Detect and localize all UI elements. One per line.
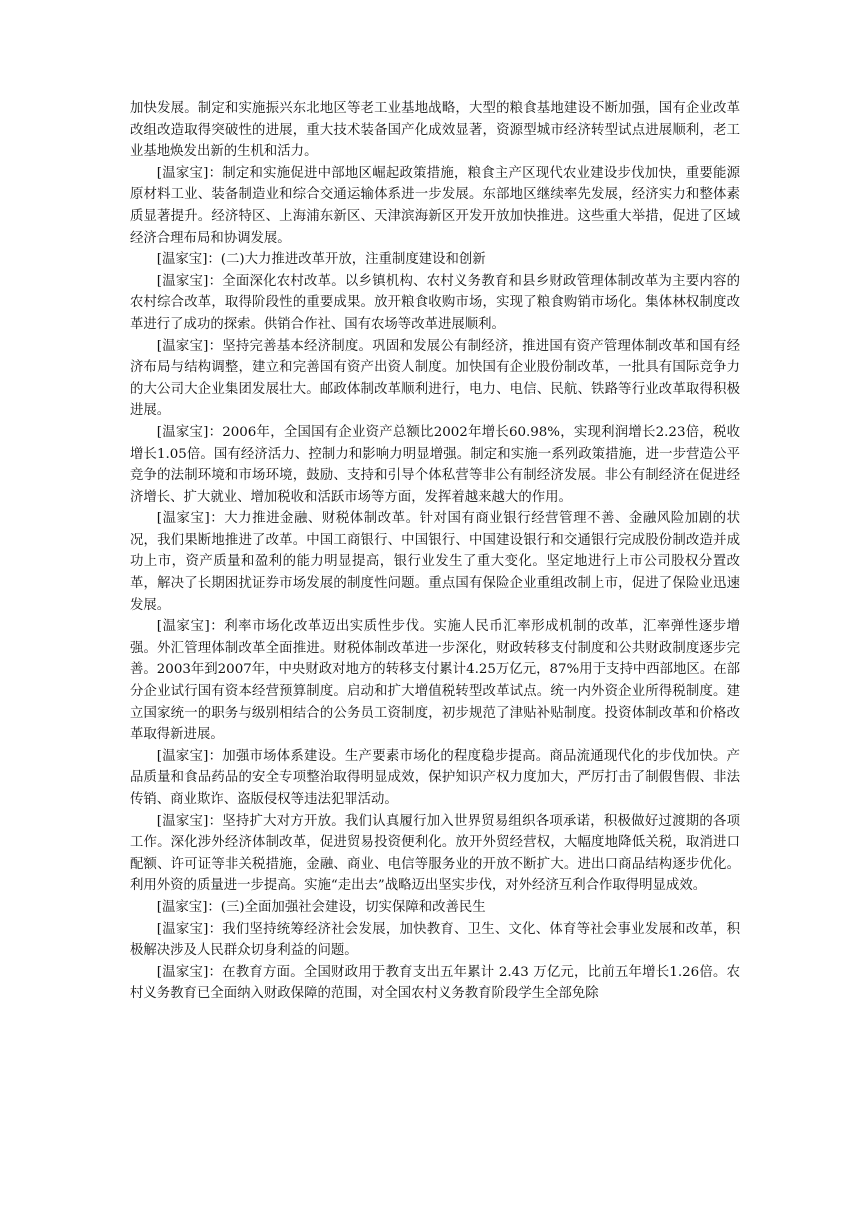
paragraph-10: [温家宝]：坚持扩大对方开放。我们认真履行加入世界贸易组织各项承诺，积极做好过渡期的各项工作。深化涉外经济体制改革，促进贸易投资便利化。放开外贸经营权，大幅度地降低关税，取消进口配额、许可证等非关税措施，金融、商业、电信等服务业的开放不断扩大。进出口商品结构逐步优化。利用外资的质量进一步提高。实施“走出去”战略迈出坚实步伐，对外经济互利合作取得明显成效。 (130, 813, 740, 894)
paragraph-13: [温家宝]：在教育方面。全国财政用于教育支出五年累计 2.43 万亿元，比前五年增长1.26倍。农村义务教育已全面纳入财政保障的范围，对全国农村义务教育阶段学生全部免除 (130, 964, 740, 1002)
paragraph-5: [温家宝]：坚持完善基本经济制度。巩固和发展公有制经济，推进国有资产管理体制改革和国有经济布局与结构调整，建立和完善国有资产出资人制度。加快国有企业股份制改革，一批具有国际竞争力的大公司大企业集团发展壮大。邮政体制改革顺利进行，电力、电信、民航、铁路等行业改革取得积极进展。 (130, 338, 740, 419)
paragraph-9: [温家宝]：加强市场体系建设。生产要素市场化的程度稳步提高。商品流通现代化的步伐加快。产品质量和食品药品的安全专项整治取得明显成效，保护知识产权力度加大，严厉打击了制假售假、非法传销、商业欺诈、盗版侵权等违法犯罪活动。 (130, 748, 740, 807)
paragraph-12: [温家宝]：我们坚持统筹经济社会发展，加快教育、卫生、文化、体育等社会事业发展和改革，积极解决涉及人民群众切身利益的问题。 (130, 921, 740, 959)
paragraph-7: [温家宝]：大力推进金融、财税体制改革。针对国有商业银行经营管理不善、金融风险加剧的状况，我们果断地推进了改革。中国工商银行、中国银行、中国建设银行和交通银行完成股份制改造并成功上市，资产质量和盈利的能力明显提高，银行业发生了重大变化。坚定地进行上市公司股权分置改革，解决了长期困扰证券市场发展的制度性问题。重点国有保险企业重组改制上市，促进了保险业迅速发展。 (130, 511, 740, 613)
section-heading-3: [温家宝]：(三)全面加强社会建设，切实保障和改善民生 (156, 899, 486, 915)
paragraph-6: [温家宝]：2006年，全国国有企业资产总额比2002年增长60.98%，实现利润增长2.23倍，税收增长1.05倍。国有经济活力、控制力和影响力明显增强。制定和实施一系列政策措施，进一步营造公平竞争的法制环境和市场环境，鼓励、支持和引导个体私营等非公有制经济发展。非公有制经济在促进经济增长、扩大就业、增加税收和活跃市场等方面，发挥着越来越大的作用。 (130, 424, 740, 505)
paragraph-1: 加快发展。制定和实施振兴东北地区等老工业基地战略，大型的粮食基地建设不断加强，国有企业改革改组改造取得突破性的进展，重大技术装备国产化成效显著，资源型城市经济转型试点进展顺利，老工业基地焕发出新的生机和活力。 (130, 101, 740, 160)
paragraph-2: [温家宝]：制定和实施促进中部地区崛起政策措施，粮食主产区现代农业建设步伐加快，重要能源原材料工业、装备制造业和综合交通运输体系进一步发展。东部地区继续率先发展，经济实力和整体素质显著提升。经济特区、上海浦东新区、天津滨海新区开发开放加快推进。这些重大举措，促进了区域经济合理布局和协调发展。 (130, 165, 740, 246)
paragraph-4: [温家宝]：全面深化农村改革。以乡镇机构、农村义务教育和县乡财政管理体制改革为主要内容的农村综合改革，取得阶段性的重要成果。放开粮食收购市场，实现了粮食购销市场化。集体林权制度改革进行了成功的探索。供销合作社、国有农场等改革进展顺利。 (130, 273, 740, 332)
section-heading-2: [温家宝]：(二)大力推进改革开放，注重制度建设和创新 (156, 252, 486, 268)
paragraph-8: [温家宝]：利率市场化改革迈出实质性步伐。实施人民币汇率形成机制的改革，汇率弹性逐步增强。外汇管理体制改革全面推进。财税体制改革进一步深化，财政转移支付制度和公共财政制度逐步完善。2003年到2007年，中央财政对地方的转移支付累计4.25万亿元，87%用于支持中西部地区。在部分企业试行国有资本经营预算制度。启动和扩大增值税转型改革试点。统一内外资企业所得税制度。建立国家统一的职务与级别相结合的公务员工资制度，初步规范了津贴补贴制度。投资体制改革和价格改革取得新进展。 (130, 619, 740, 743)
document-page (130, 98, 740, 1005)
